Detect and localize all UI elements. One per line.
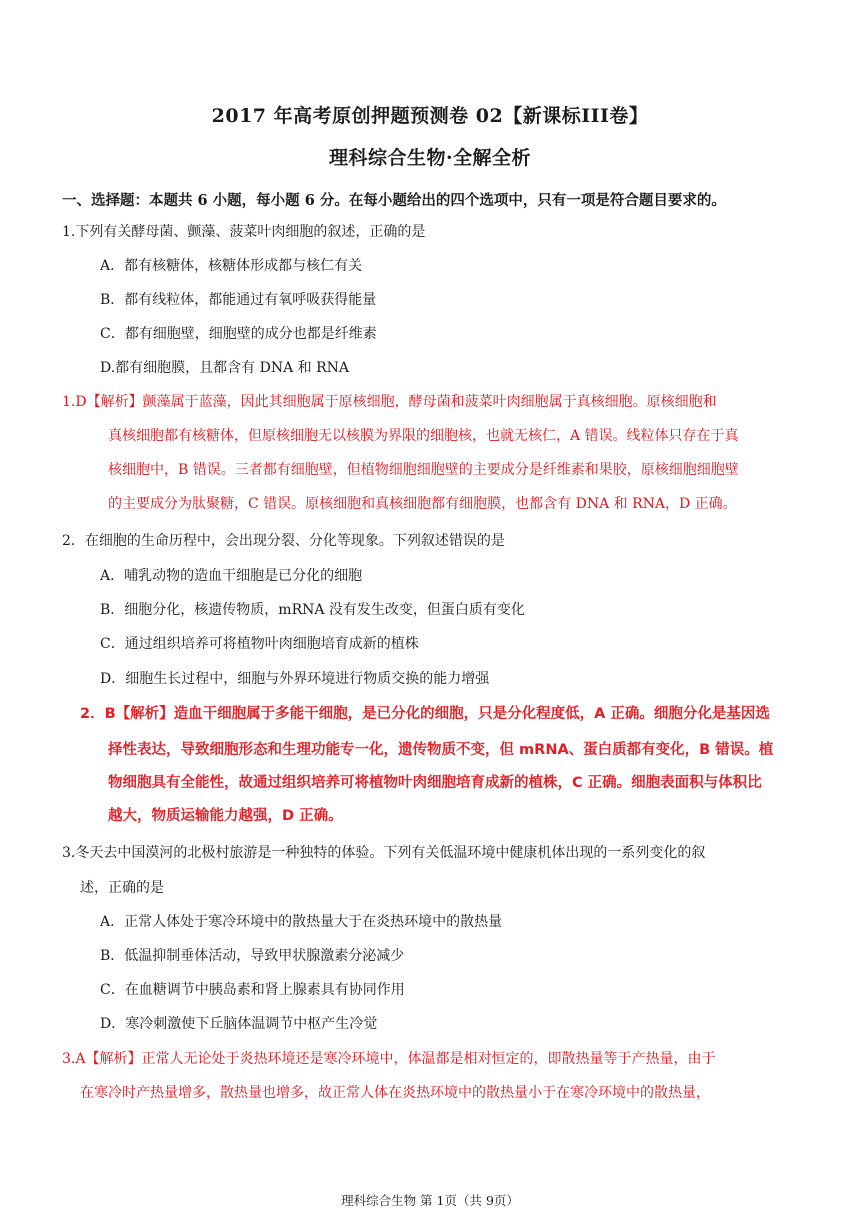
question-2-answer-line: 越大，物质运输能力越强，D 正确。 [108, 808, 343, 824]
question-3-option-b: B．低温抑制垂体活动，导致甲状腺激素分泌减少 [100, 948, 405, 964]
question-3-option-d: D．寒冷刺激使下丘脑体温调节中枢产生冷觉 [100, 1016, 378, 1032]
question-1-answer-line: 1.D【解析】颤藻属于蓝藻，因此其细胞属于原核细胞，酵母菌和菠菜叶肉细胞属于真核细胞。原核细胞和 [62, 394, 717, 410]
question-1-stem: 1.下列有关酵母菌、颤藻、菠菜叶肉细胞的叙述，正确的是 [62, 224, 426, 240]
question-1-option-a: A．都有核糖体，核糖体形成都与核仁有关 [100, 258, 363, 274]
document-subtitle: 理科综合生物·全解全析 [328, 147, 532, 169]
question-1-answer-line: 的主要成分为肽聚糖，C 错误。原核细胞和真核细胞都有细胞膜，也都含有 DNA 和 RNA，D 正确。 [108, 496, 737, 512]
question-1-answer-line: 核细胞中，B 错误。三者都有细胞壁，但植物细胞细胞壁的主要成分是纤维素和果胶，原核细胞细胞壁 [108, 462, 739, 478]
question-2-answer-line: 择性表达，导致细胞形态和生理功能专一化，遗传物质不变，但 mRNA、蛋白质都有变化，B 错误。植 [108, 742, 774, 758]
question-2-option-d: D．细胞生长过程中，细胞与外界环境进行物质交换的能力增强 [100, 671, 490, 687]
question-2-answer-line: 2．B【解析】造血干细胞属于多能干细胞，是已分化的细胞，只是分化程度低，A 正确。细胞分化是基因选 [80, 706, 770, 722]
question-1-option-b: B．都有线粒体，都能通过有氧呼吸获得能量 [100, 292, 377, 308]
question-2-option-a: A．哺乳动物的造血干细胞是已分化的细胞 [100, 568, 363, 584]
question-2-option-b: B．细胞分化，核遗传物质，mRNA 没有发生改变，但蛋白质有变化 [100, 602, 525, 618]
question-3-answer-line: 在寒冷时产热量增多，散热量也增多，故正常人体在炎热环境中的散热量小于在寒冷环境中的散热量， [80, 1085, 710, 1101]
page-footer: 理科综合生物 第 1页（共 9页） [341, 1193, 519, 1208]
document-title: 2017 年高考原创押题预测卷 02【新课标III卷】 [211, 105, 649, 127]
question-3-option-a: A．正常人体处于寒冷环境中的散热量大于在炎热环境中的散热量 [100, 914, 503, 930]
question-1-option-c: C．都有细胞壁，细胞壁的成分也都是纤维素 [100, 326, 377, 342]
question-2-stem: 2．在细胞的生命历程中，会出现分裂、分化等现象。下列叙述错误的是 [62, 533, 505, 549]
question-3-stem: 3.冬天去中国漠河的北极村旅游是一种独特的体验。下列有关低温环境中健康机体出现的一系列变化的叙 [62, 845, 706, 861]
question-3-stem-continued: 述，正确的是 [80, 880, 164, 896]
question-3-answer-line: 3.A【解析】正常人无论处于炎热环境还是寒冷环境中，体温都是相对恒定的，即散热量等于产热量，由于 [62, 1051, 716, 1067]
question-1-answer-line: 真核细胞都有核糖体，但原核细胞无以核膜为界限的细胞核，也就无核仁，A 错误。线粒体只存在于真 [108, 428, 739, 444]
section-heading: 一、选择题：本题共 6 小题，每小题 6 分。在每小题给出的四个选项中，只有一项是符合题目要求的。 [62, 192, 726, 209]
question-3-option-c: C．在血糖调节中胰岛素和肾上腺素具有协同作用 [100, 982, 405, 998]
question-2-option-c: C．通过组织培养可将植物叶肉细胞培育成新的植株 [100, 636, 419, 652]
question-1-option-d: D.都有细胞膜，且都含有 DNA 和 RNA [100, 360, 350, 376]
question-2-answer-line: 物细胞具有全能性，故通过组织培养可将植物叶肉细胞培育成新的植株，C 正确。细胞表面积与体积比 [108, 775, 762, 791]
